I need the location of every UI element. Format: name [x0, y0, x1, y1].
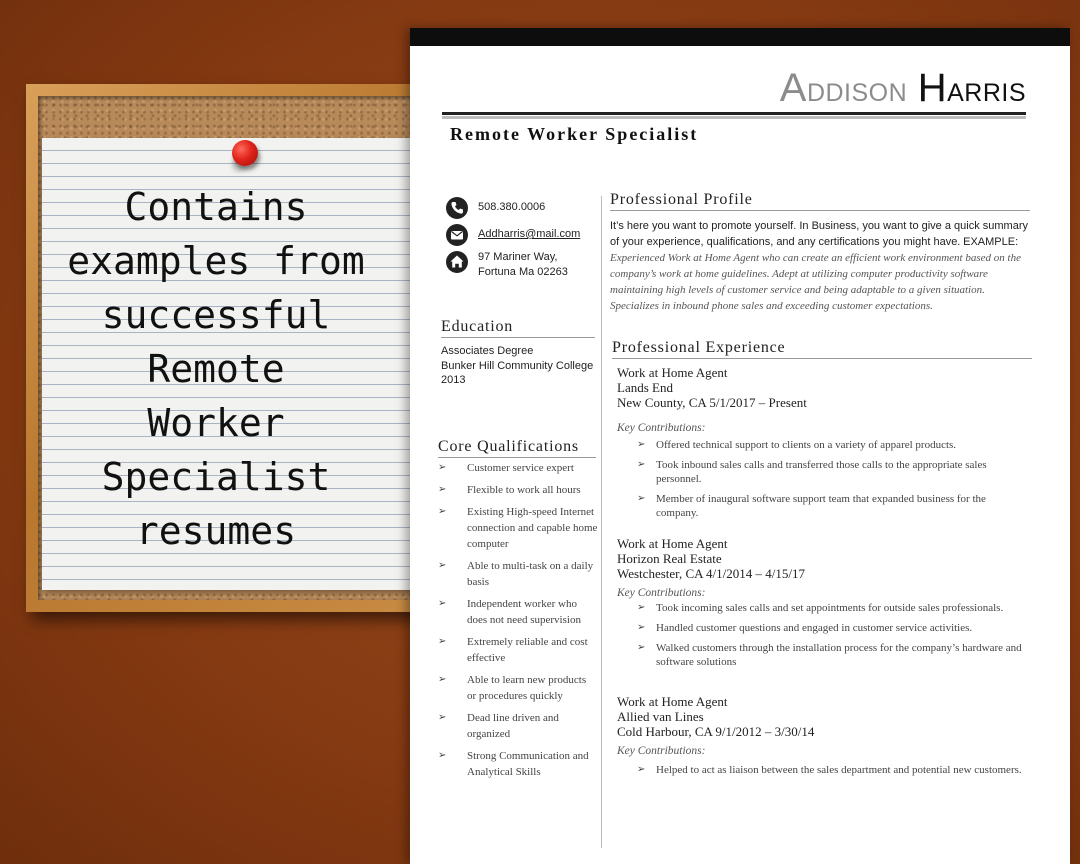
email-link[interactable]: Addharris@mail.com — [478, 228, 581, 240]
arrow-bullet-icon: ➢ — [637, 764, 646, 775]
address-line-1: 97 Mariner Way, — [478, 251, 558, 263]
experience-heading: Professional Experience — [612, 339, 1032, 359]
list-item: ➢ Member of inaugural software support team that expanded business for the company. — [637, 493, 986, 519]
arrow-bullet-icon: ➢ — [438, 560, 447, 571]
education-block — [441, 344, 593, 388]
phone-icon — [446, 197, 468, 219]
arrow-bullet-icon: ➢ — [637, 622, 646, 633]
poster-text — [42, 180, 390, 558]
key-contributions-label: Key Contributions: — [617, 587, 706, 599]
list-item: ➢ Able to multi-task on a daily basis — [438, 560, 594, 588]
column-divider — [601, 196, 602, 848]
education-school: Bunker Hill Community College — [441, 359, 594, 372]
key-contributions-label: Key Contributions: — [617, 422, 706, 434]
resume-page — [410, 28, 1070, 864]
poster-line: examples from — [67, 239, 365, 283]
qualifications-list — [438, 460, 598, 786]
job-location-dates: Cold Harbour, CA 9/1/2012 – 3/30/14 — [617, 724, 815, 739]
list-item: ➢ Extremely reliable and cost effective — [438, 636, 588, 664]
list-item: ➢ Able to learn new products or procedures quickly — [438, 674, 587, 702]
arrow-bullet-icon: ➢ — [438, 462, 447, 473]
job-title: Remote Worker Specialist — [450, 124, 699, 144]
job-entry — [617, 365, 1027, 526]
resume-name — [780, 66, 1026, 111]
last-name: Harris — [917, 66, 1026, 110]
poster-line: Worker — [147, 401, 285, 445]
list-item: ➢ Helped to act as liaison between the sales department and potential new customers. — [637, 764, 1022, 776]
home-icon — [446, 251, 468, 273]
job-company: Horizon Real Estate — [617, 551, 722, 566]
job-company: Lands End — [617, 380, 673, 395]
header-rule-shadow — [442, 116, 1026, 119]
list-item: ➢ Dead line driven and organized — [438, 712, 559, 740]
list-item: ➢ Customer service expert — [438, 462, 574, 474]
list-item: ➢ Existing High-speed Internet connection and capable home computer — [438, 506, 598, 550]
job-bullets — [617, 763, 1027, 777]
poster-line: Contains — [124, 185, 308, 229]
list-item: ➢ Independent worker who does not need supervision — [438, 598, 581, 626]
list-item: ➢ Flexible to work all hours — [438, 484, 581, 496]
arrow-bullet-icon: ➢ — [637, 493, 646, 504]
key-contributions-label: Key Contributions: — [617, 745, 706, 757]
list-item: ➢ Walked customers through the installation process for the company’s hardware and software solutions — [637, 642, 1022, 668]
arrow-bullet-icon: ➢ — [438, 636, 447, 647]
education-year: 2013 — [441, 374, 466, 386]
arrow-bullet-icon: ➢ — [637, 459, 646, 470]
arrow-bullet-icon: ➢ — [637, 642, 646, 653]
arrow-bullet-icon: ➢ — [438, 506, 447, 517]
arrow-bullet-icon: ➢ — [438, 750, 447, 761]
arrow-bullet-icon: ➢ — [438, 598, 447, 609]
job-entry — [617, 536, 1027, 675]
job-company: Allied van Lines — [617, 709, 704, 724]
list-item: ➢ Took inbound sales calls and transferred those calls to the appropriate sales personnel. — [637, 459, 987, 485]
job-title-line: Work at Home Agent — [617, 365, 728, 380]
list-item: ➢ Strong Communication and Analytical Skills — [438, 750, 589, 778]
job-title-line: Work at Home Agent — [617, 536, 728, 551]
arrow-bullet-icon: ➢ — [438, 674, 447, 685]
profile-example-text: Experienced Work at Home Agent who can create an efficient work environment based on the company’s work at home guidelines. Adept at utilizing computer productivity software maintaining high levels of customer service and being adaptable to a given situation. Specializes in inbound phone sales and exceeding customer expectations. — [610, 252, 1021, 312]
job-location-dates: Westchester, CA 4/1/2014 – 4/15/17 — [617, 566, 805, 581]
arrow-bullet-icon: ➢ — [637, 439, 646, 450]
job-location-dates: New County, CA 5/1/2017 – Present — [617, 395, 807, 410]
job-entry — [617, 694, 1027, 783]
job-bullets — [617, 438, 1027, 520]
profile-intro: It’s here you want to promote yourself. In Business, you want to give a quick summary of your experience, qualifications, and any certifications you might have. — [610, 220, 1028, 248]
list-item: ➢ Offered technical support to clients on a variety of apparel products. — [637, 439, 957, 451]
list-item: ➢ Handled customer questions and engaged in customer service activities. — [637, 622, 973, 634]
education-heading: Education — [441, 318, 595, 338]
pushpin-icon — [232, 140, 258, 166]
first-name: Addison — [779, 66, 908, 110]
profile-heading: Professional Profile — [610, 191, 1030, 211]
education-degree: Associates Degree — [441, 345, 534, 357]
job-title-line: Work at Home Agent — [617, 694, 728, 709]
email-icon — [446, 224, 468, 246]
header-rule — [442, 112, 1026, 115]
qualifications-heading: Core Qualifications — [438, 438, 596, 458]
profile-example-label: EXAMPLE: — [963, 236, 1019, 248]
address-line-2: Fortuna Ma 02263 — [478, 266, 568, 278]
job-bullets — [617, 601, 1027, 669]
poster-line: successful — [101, 293, 331, 337]
arrow-bullet-icon: ➢ — [438, 712, 447, 723]
arrow-bullet-icon: ➢ — [438, 484, 447, 495]
phone-number: 508.380.0006 — [478, 201, 546, 213]
arrow-bullet-icon: ➢ — [637, 602, 646, 613]
resume-top-bar — [410, 28, 1070, 46]
poster-line: Remote — [147, 347, 285, 391]
poster-line: resumes — [135, 509, 297, 553]
list-item: ➢ Took incoming sales calls and set appointments for outside sales professionals. — [637, 602, 1004, 614]
poster-line: Specialist — [101, 455, 331, 499]
profile-text — [610, 218, 1028, 314]
